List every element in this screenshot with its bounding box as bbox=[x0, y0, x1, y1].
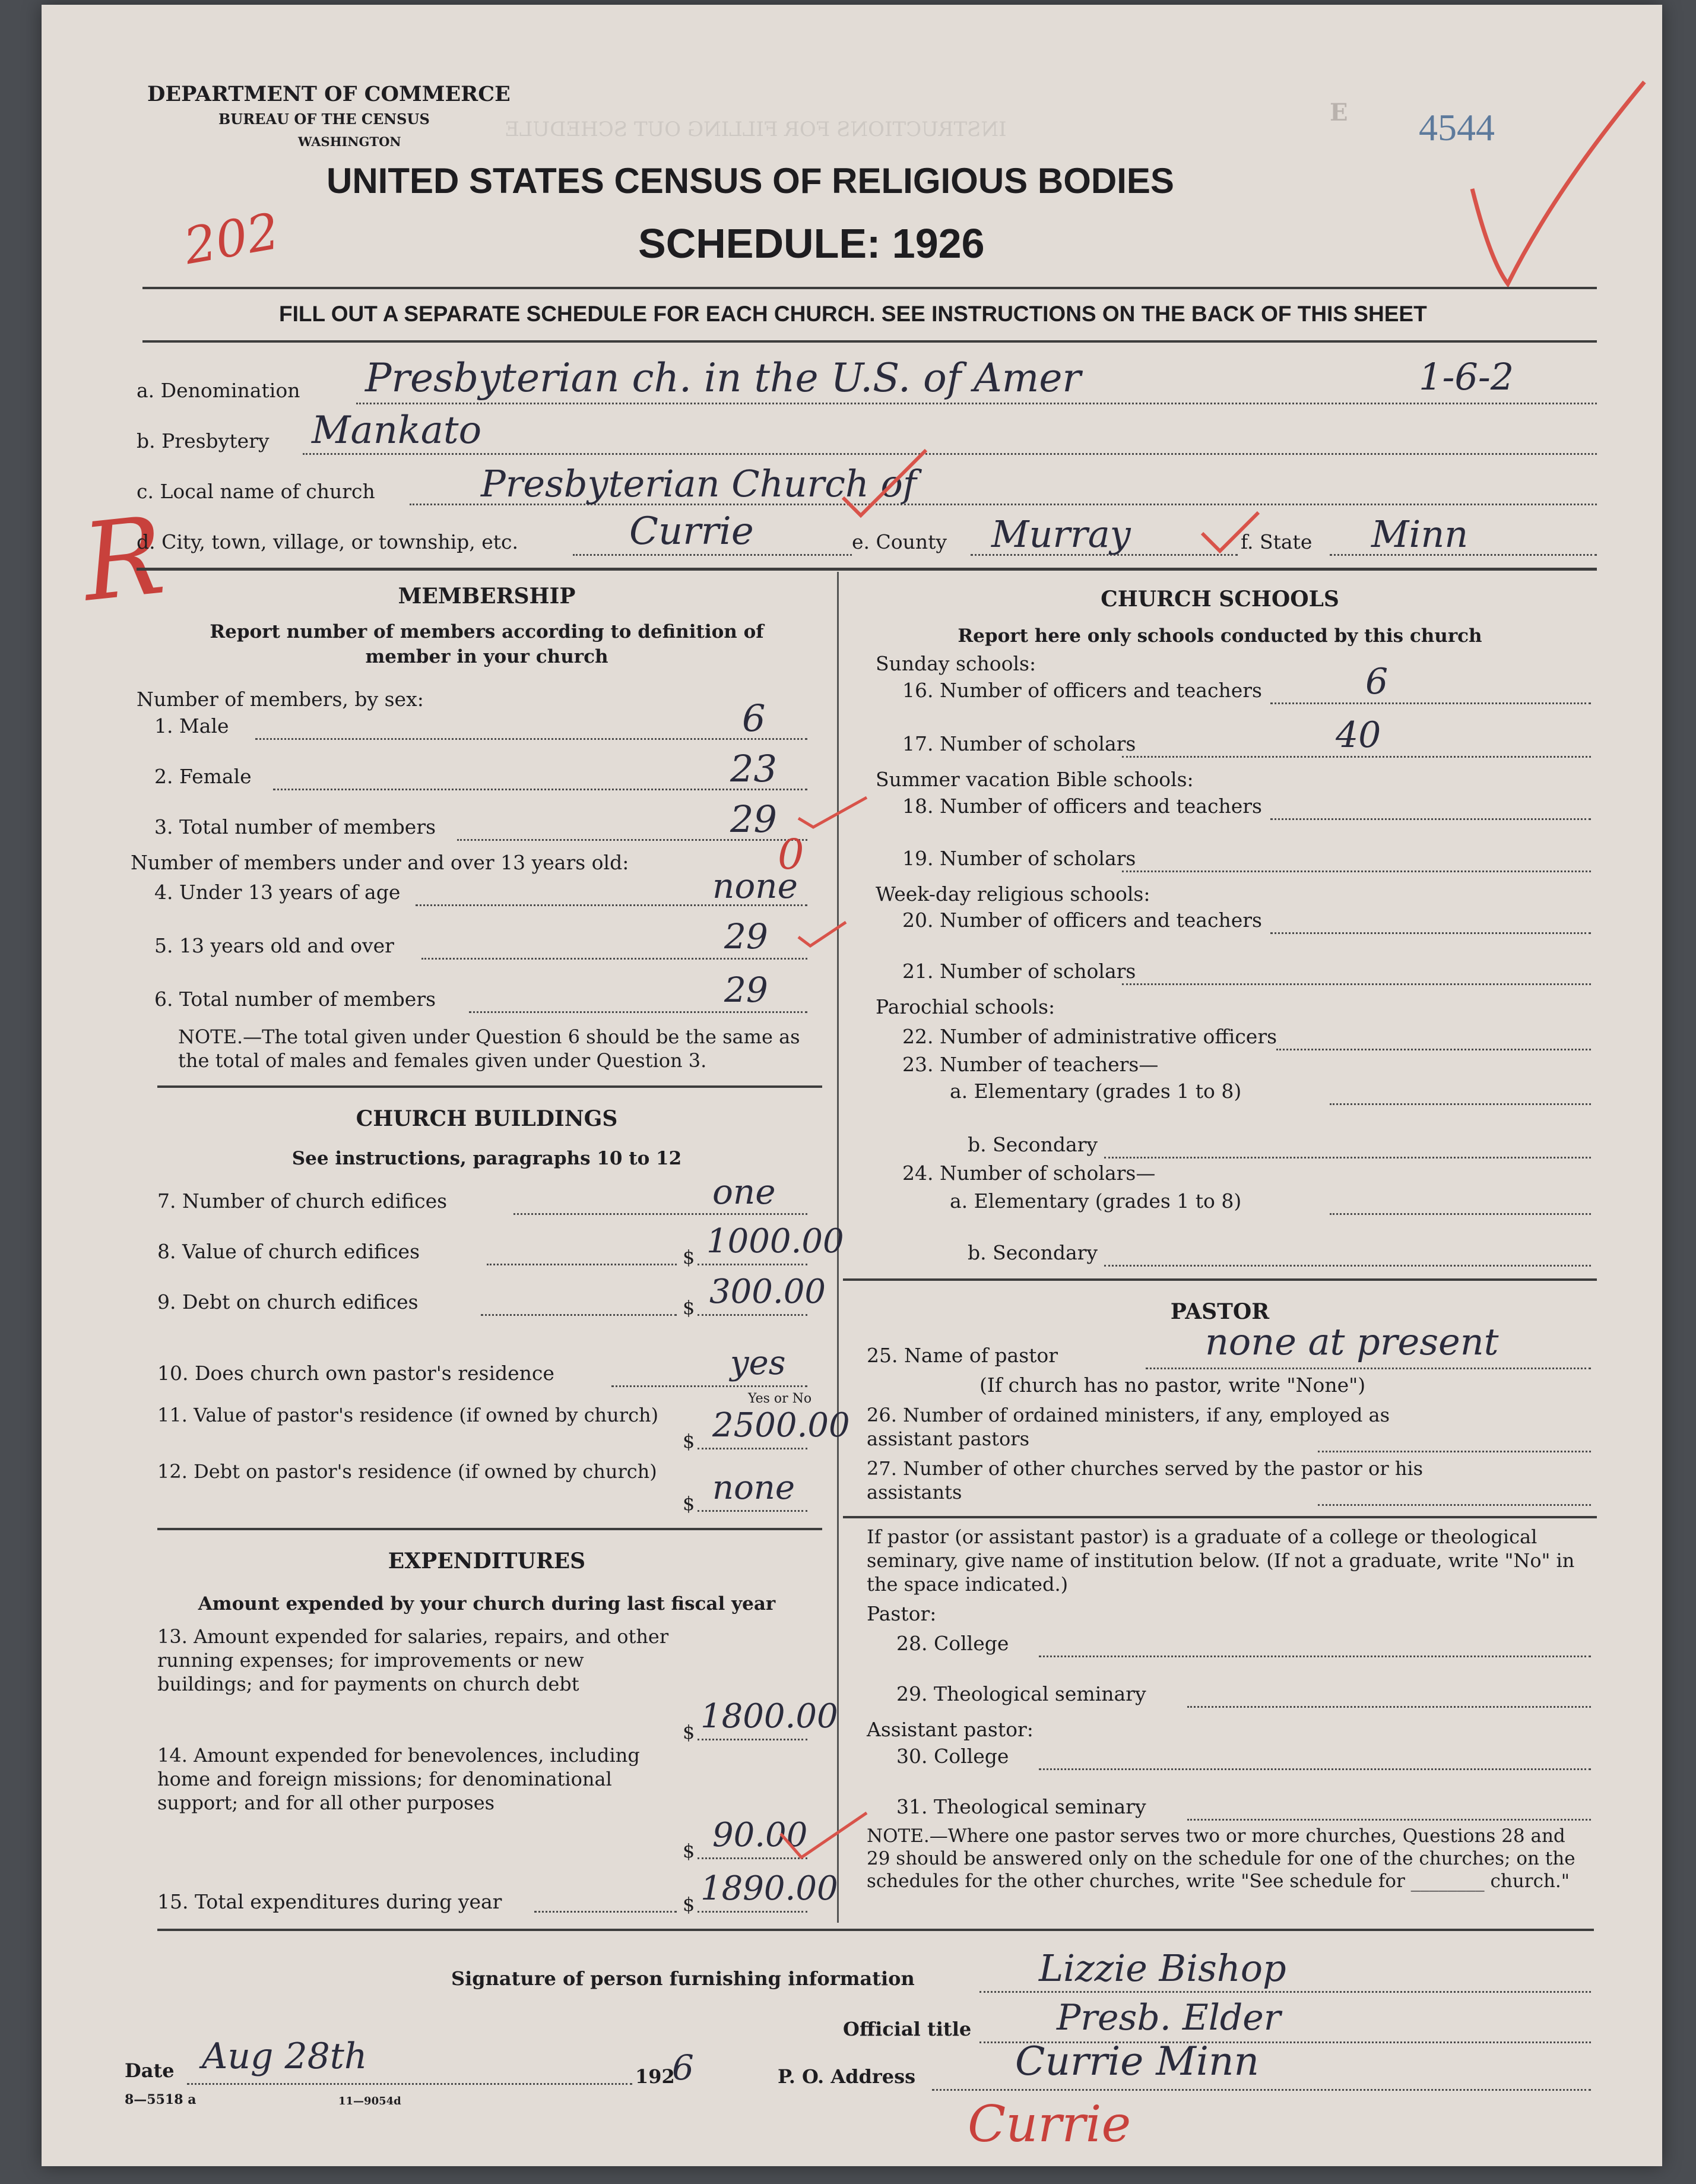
expense-line bbox=[698, 1739, 807, 1740]
denomination-code: 1-6-2 bbox=[1419, 355, 1514, 398]
q16-value[interactable]: 6 bbox=[1365, 661, 1388, 702]
section-rule bbox=[157, 1085, 822, 1088]
bureau-city: WASHINGTON bbox=[298, 134, 401, 149]
dollar-sign: $ bbox=[683, 1492, 695, 1515]
section-rule bbox=[843, 1278, 1597, 1281]
local-name-value[interactable]: Presbyterian Church of bbox=[481, 462, 917, 505]
signature-value[interactable]: Lizzie Bishop bbox=[1039, 1946, 1286, 1990]
annotation-bottom: Currie bbox=[968, 2095, 1131, 2153]
weekday-schools-label: Week-day religious schools: bbox=[876, 882, 1150, 906]
school-line bbox=[1330, 1213, 1591, 1215]
section-rule bbox=[137, 568, 1597, 571]
pastor-note: NOTE.—Where one pastor serves two or more churches, Questions 28 and 29 should be answered only on the schedule for one of the churches; on the schedules for the other churches, write "See schedule for ________ church." bbox=[867, 1825, 1575, 1892]
official-title-value[interactable]: Presb. Elder bbox=[1057, 1997, 1281, 2039]
member-row-line bbox=[255, 738, 807, 740]
buildings-heading: CHURCH BUILDINGS bbox=[356, 1106, 618, 1131]
graduate-note: If pastor (or assistant pastor) is a graduate of a college or theological seminary, give name of institution below. (If not a graduate, write "No" in the space indicated.) bbox=[867, 1525, 1575, 1596]
membership-subheading: Report number of members according to definition of member in your church bbox=[210, 621, 764, 667]
q28-label: 28. College bbox=[896, 1632, 1009, 1655]
q29-label: 29. Theological seminary bbox=[896, 1682, 1146, 1705]
over-13-value[interactable]: 29 bbox=[724, 916, 768, 957]
red-tick-icon bbox=[778, 1810, 873, 1863]
building-row-line bbox=[698, 1510, 807, 1512]
year-suffix[interactable]: 6 bbox=[672, 2047, 694, 2088]
residence-debt-value[interactable]: none bbox=[712, 1468, 795, 1507]
building-row-label: 8. Value of church edifices bbox=[157, 1240, 420, 1263]
signature-line bbox=[979, 1991, 1591, 1993]
building-row-label: 10. Does church own pastor's residence bbox=[157, 1362, 554, 1385]
membership-note: NOTE.—The total given under Question 6 should be the same as the total of males and females given under Question 3. bbox=[178, 1025, 800, 1072]
q21-label: 21. Number of scholars bbox=[902, 960, 1136, 983]
show-through-text: INSTRUCTIONS FOR FILLING OUT SCHEDULE bbox=[505, 118, 1007, 141]
building-row-label: 9. Debt on church edifices bbox=[157, 1290, 419, 1313]
date-line bbox=[187, 2083, 632, 2085]
q22-label: 22. Number of administrative officers bbox=[902, 1025, 1277, 1048]
expenditures-subheading: Amount expended by your church during last fiscal year bbox=[198, 1593, 776, 1615]
dollar-sign: $ bbox=[683, 1893, 695, 1916]
denomination-label: a. Denomination bbox=[137, 379, 300, 402]
school-line bbox=[1270, 702, 1591, 704]
q24a-label: a. Elementary (grades 1 to 8) bbox=[950, 1189, 1242, 1213]
annotation-number: 202 bbox=[179, 201, 284, 276]
form-subtitle: SCHEDULE: 1926 bbox=[638, 220, 985, 267]
po-address-label: P. O. Address bbox=[778, 2065, 916, 2088]
form-code: 8—5518 a bbox=[125, 2092, 196, 2107]
q19-label: 19. Number of scholars bbox=[902, 847, 1136, 870]
q14-label: 14. Amount expended for benevolences, including home and foreign missions; for denominational support; and for all other purposes bbox=[157, 1744, 640, 1814]
summer-schools-label: Summer vacation Bible schools: bbox=[876, 768, 1194, 791]
official-title-label: Official title bbox=[843, 2018, 972, 2040]
year-prefix: 192 bbox=[635, 2065, 675, 2088]
stamp-mark: E bbox=[1330, 99, 1348, 126]
q20-label: 20. Number of officers and teachers bbox=[902, 909, 1262, 932]
edifice-value[interactable]: 1000.00 bbox=[706, 1222, 844, 1261]
presbytery-label: b. Presbytery bbox=[137, 429, 270, 452]
school-line bbox=[1270, 818, 1591, 820]
q13-value[interactable]: 1800.00 bbox=[700, 1697, 838, 1736]
school-line bbox=[1330, 1103, 1591, 1105]
county-label: e. County bbox=[852, 530, 947, 553]
school-line bbox=[1104, 1265, 1591, 1267]
pastor-heading: PASTOR bbox=[1170, 1299, 1270, 1324]
residence-value[interactable]: 2500.00 bbox=[712, 1406, 850, 1445]
q15-label: 15. Total expenditures during year bbox=[157, 1890, 502, 1913]
census-schedule-sheet bbox=[42, 5, 1662, 2166]
q15-value[interactable]: 1890.00 bbox=[700, 1869, 838, 1908]
member-row-line bbox=[421, 958, 807, 960]
local-name-label: c. Local name of church bbox=[137, 480, 375, 503]
edifice-debt-value[interactable]: 300.00 bbox=[709, 1273, 826, 1311]
pastor-line bbox=[1039, 1768, 1591, 1770]
sunday-schools-label: Sunday schools: bbox=[876, 652, 1036, 675]
school-line bbox=[1122, 756, 1591, 758]
date-label: Date bbox=[125, 2059, 175, 2082]
red-tick-icon bbox=[795, 795, 873, 830]
total-members-2-value[interactable]: 29 bbox=[724, 970, 768, 1010]
dollar-sign: $ bbox=[683, 1430, 695, 1452]
q30-label: 30. College bbox=[896, 1745, 1009, 1768]
school-line bbox=[1270, 932, 1591, 934]
expense-line bbox=[534, 1911, 677, 1913]
building-row-line bbox=[513, 1213, 807, 1215]
q14-value[interactable]: 90.00 bbox=[712, 1816, 808, 1854]
section-rule bbox=[157, 1929, 1594, 1931]
member-row-label: 4. Under 13 years of age bbox=[154, 881, 401, 904]
section-rule bbox=[843, 1516, 1597, 1518]
schedule-number: 4544 bbox=[1419, 106, 1495, 148]
member-row-line bbox=[469, 1011, 807, 1013]
city-line bbox=[573, 554, 852, 556]
building-row-line bbox=[698, 1314, 807, 1316]
member-row-label: 3. Total number of members bbox=[154, 815, 436, 838]
q17-label: 17. Number of scholars bbox=[902, 732, 1136, 755]
dollar-sign: $ bbox=[683, 1721, 695, 1743]
date-value[interactable]: Aug 28th bbox=[202, 2036, 367, 2077]
membership-heading: MEMBERSHIP bbox=[398, 584, 576, 609]
form-instruction: FILL OUT A SEPARATE SCHEDULE FOR EACH CHURCH. SEE INSTRUCTIONS ON THE BACK OF THIS SHEET bbox=[279, 302, 1427, 326]
member-row-line bbox=[273, 789, 807, 790]
parochial-schools-label: Parochial schools: bbox=[876, 995, 1055, 1018]
pastor-line bbox=[1146, 1368, 1591, 1369]
q31-label: 31. Theological seminary bbox=[896, 1795, 1146, 1818]
print-code: 11—9054d bbox=[338, 2095, 401, 2107]
q27-label: 27. Number of other churches served by the pastor or his assistants bbox=[867, 1457, 1424, 1504]
building-row-line bbox=[611, 1385, 807, 1387]
presbytery-line bbox=[303, 453, 1597, 455]
building-row-label: 11. Value of pastor's residence (if owned by church) bbox=[157, 1404, 659, 1426]
building-row-label: 12. Debt on pastor's residence (if owned by church) bbox=[157, 1460, 657, 1483]
q24b-label: b. Secondary bbox=[968, 1241, 1098, 1264]
annotation-margin-letter: R bbox=[77, 493, 170, 626]
q24-label: 24. Number of scholars— bbox=[902, 1161, 1156, 1185]
pastor-subheading: Pastor: bbox=[867, 1602, 937, 1625]
school-line bbox=[1122, 983, 1591, 985]
q25-label: 25. Name of pastor bbox=[867, 1344, 1058, 1367]
member-row-label: 6. Total number of members bbox=[154, 987, 436, 1011]
po-address-value[interactable]: Currie Minn bbox=[1015, 2039, 1259, 2084]
female-value[interactable]: 23 bbox=[730, 747, 777, 790]
owns-residence-value[interactable]: yes bbox=[730, 1344, 786, 1382]
schools-heading: CHURCH SCHOOLS bbox=[1101, 587, 1339, 612]
signature-label: Signature of person furnishing information bbox=[451, 1967, 915, 1990]
church-edifices-value[interactable]: one bbox=[712, 1172, 776, 1212]
q18-label: 18. Number of officers and teachers bbox=[902, 795, 1262, 818]
q26-label: 26. Number of ordained ministers, if any, employed as assistant pastors bbox=[867, 1404, 1390, 1450]
expenditures-heading: EXPENDITURES bbox=[388, 1549, 586, 1574]
q23a-label: a. Elementary (grades 1 to 8) bbox=[950, 1080, 1242, 1103]
pastor-line bbox=[1318, 1451, 1591, 1452]
pastor-line bbox=[1187, 1706, 1591, 1708]
q17-value[interactable]: 40 bbox=[1336, 714, 1381, 756]
schools-subheading: Report here only schools conducted by this church bbox=[958, 625, 1482, 647]
q25-hint: (If church has no pastor, write "None") bbox=[979, 1373, 1366, 1397]
school-line bbox=[1276, 1049, 1591, 1050]
total-members-value[interactable]: 29 bbox=[730, 797, 777, 841]
department-name: DEPARTMENT OF COMMERCE bbox=[147, 82, 511, 106]
form-title: UNITED STATES CENSUS OF RELIGIOUS BODIES bbox=[326, 161, 1174, 201]
assistant-pastor-subheading: Assistant pastor: bbox=[867, 1718, 1034, 1741]
q16-label: 16. Number of officers and teachers bbox=[902, 679, 1262, 702]
member-row-label: 2. Female bbox=[154, 765, 252, 788]
header-rule-2 bbox=[142, 340, 1597, 343]
building-row-line bbox=[698, 1264, 807, 1265]
pastor-name-value[interactable]: none at present bbox=[1205, 1320, 1499, 1363]
city-label: d. City, town, village, or township, etc. bbox=[137, 530, 519, 553]
school-line bbox=[1122, 871, 1591, 872]
q23b-label: b. Secondary bbox=[968, 1133, 1098, 1156]
bureau-name: BUREAU OF THE CENSUS bbox=[218, 110, 430, 128]
q23-label: 23. Number of teachers— bbox=[902, 1053, 1159, 1076]
age-label: Number of members under and over 13 years old: bbox=[131, 851, 629, 874]
pastor-line bbox=[1318, 1504, 1591, 1506]
age-annotation: 0 bbox=[778, 830, 804, 879]
male-value[interactable]: 6 bbox=[742, 697, 766, 740]
red-tick-icon bbox=[795, 919, 849, 955]
header-rule bbox=[142, 287, 1597, 289]
expense-line bbox=[698, 1911, 807, 1913]
q13-label: 13. Amount expended for salaries, repairs, and other running expenses; for improvements or new buildings; and for payments on church debt bbox=[157, 1625, 669, 1695]
presbytery-value[interactable]: Mankato bbox=[312, 409, 482, 452]
building-row-label: 7. Number of church edifices bbox=[157, 1189, 448, 1213]
dollar-sign: $ bbox=[683, 1246, 695, 1268]
buildings-subheading: See instructions, paragraphs 10 to 12 bbox=[291, 1148, 682, 1169]
red-tick-icon bbox=[837, 444, 932, 521]
po-address-line bbox=[932, 2089, 1591, 2091]
by-sex-label: Number of members, by sex: bbox=[137, 688, 424, 711]
building-row-line bbox=[698, 1448, 807, 1449]
red-check-icon bbox=[1466, 70, 1656, 296]
building-row-line bbox=[481, 1314, 677, 1316]
member-row-label: 1. Male bbox=[154, 714, 229, 738]
dollar-sign: $ bbox=[683, 1840, 695, 1862]
section-rule bbox=[157, 1528, 822, 1530]
state-label: f. State bbox=[1241, 530, 1313, 553]
state-value[interactable]: Minn bbox=[1371, 512, 1469, 556]
pastor-line bbox=[1039, 1656, 1591, 1657]
dollar-sign: $ bbox=[683, 1296, 695, 1319]
school-line bbox=[1104, 1157, 1591, 1159]
denomination-line bbox=[356, 403, 1597, 404]
member-row-label: 5. 13 years old and over bbox=[154, 934, 394, 957]
under-13-value[interactable]: none bbox=[712, 866, 798, 906]
building-row-line bbox=[487, 1264, 677, 1265]
yes-no-hint: Yes or No bbox=[748, 1391, 812, 1406]
county-value[interactable]: Murray bbox=[991, 512, 1131, 556]
city-value[interactable]: Currie bbox=[629, 509, 754, 553]
denomination-value[interactable]: Presbyterian ch. in the U.S. of Amer bbox=[365, 355, 1081, 401]
pastor-line bbox=[1187, 1819, 1591, 1821]
